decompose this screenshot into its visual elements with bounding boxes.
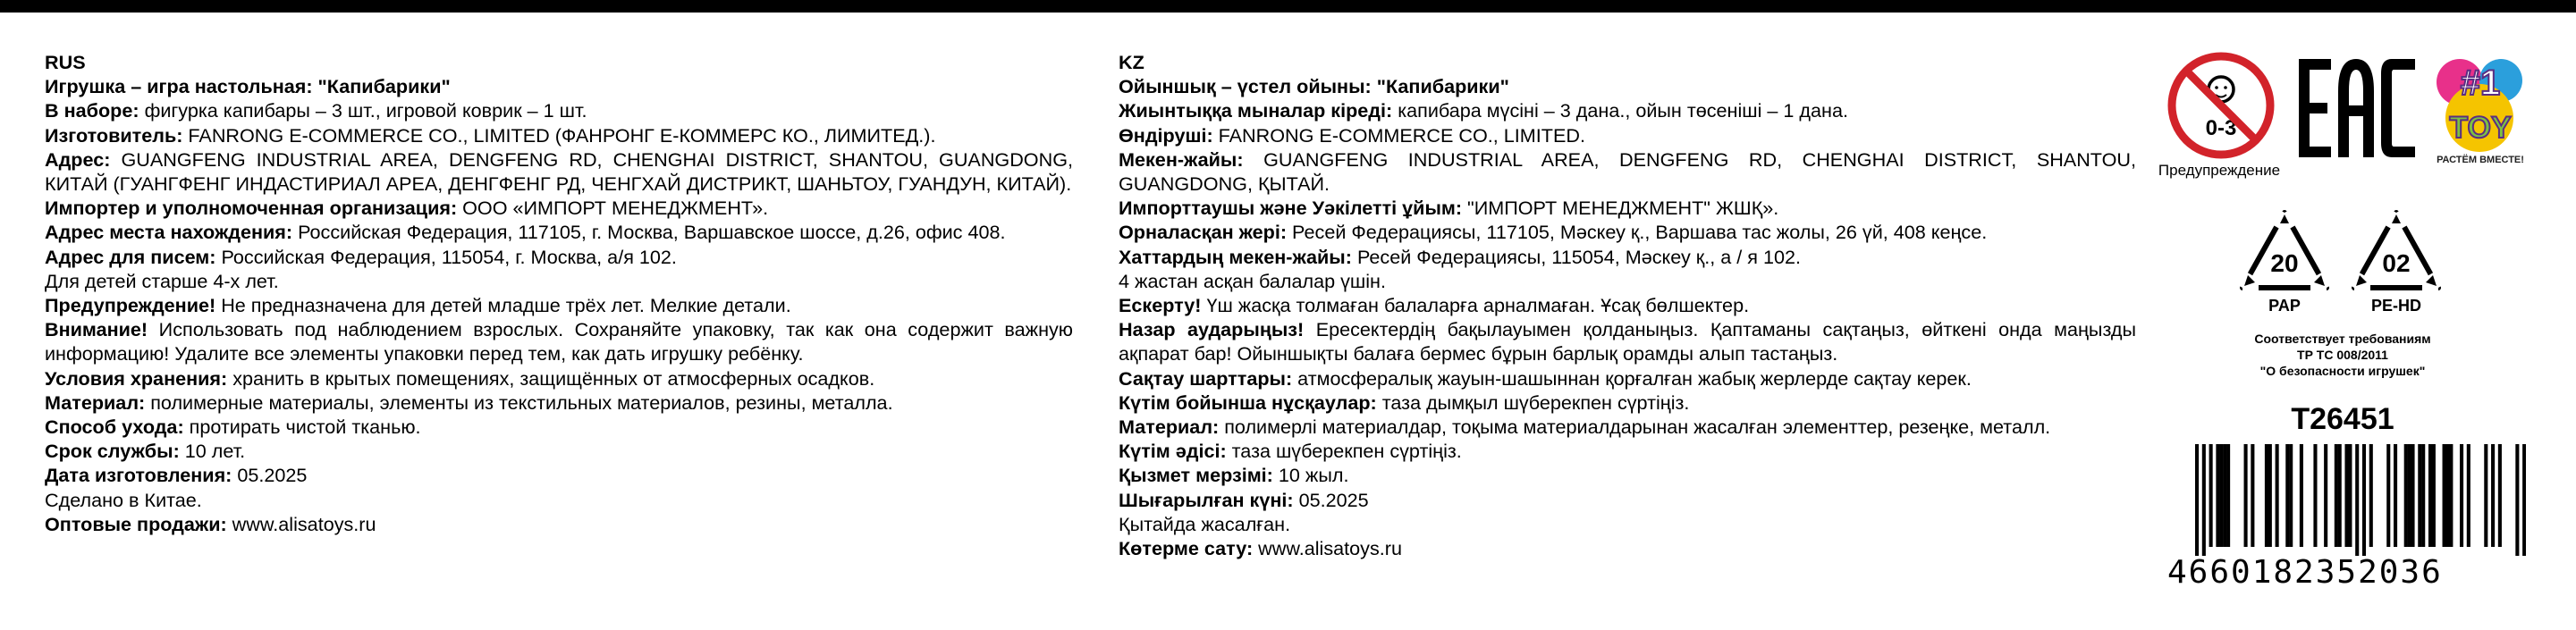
barcode-bar <box>2355 444 2359 556</box>
barcode-bar <box>2467 444 2470 547</box>
origin-ru: Сделано в Китае. <box>45 488 202 511</box>
conformity-line: ТР ТС 008/2011 <box>2297 348 2388 362</box>
svg-text:TOY: TOY <box>2449 111 2512 145</box>
barcode-bar <box>2300 444 2303 547</box>
article-number: T26451 <box>2291 402 2394 436</box>
warning-kz: Ескерту! Үш жасқа толмаған балаларға арналмаған. Ұсақ бөлшектер. <box>1119 294 1750 317</box>
care-kz: Күтім әдісі: таза шүберекпен сүртіңіз. <box>1119 440 1462 463</box>
barcode-bar <box>2348 444 2352 547</box>
importer-ru: Импортер и уполномоченная организация: ООО «ИМПОРТ МЕНЕДЖМЕНТ». <box>45 197 769 220</box>
address-ru: Адрес: GUANGFENG INDUSTRIAL AREA, DENGFENG RD, CHENGHAI DISTRICT, SHANTOU, GUANGDONG, КИТАЙ (ГУАНГФЕНГ ИНДАСТИРИАЛ АРЕА, ДЕНГФЕНГ РД, ЧЕНГХАЙ ДИСТРИКТ, ШАНЬТОУ, ГУАНДУН, КИТАЙ). <box>45 147 1073 196</box>
eac-mark-icon <box>2295 55 2420 161</box>
product-title-ru: Игрушка – игра настольная: "Капибарики" <box>45 75 451 98</box>
barcode-bar <box>2202 444 2206 556</box>
toy-brand-logo <box>2424 55 2537 155</box>
barcode-bar <box>2335 444 2338 547</box>
material-ru: Материал: полимерные материалы, элементы из текстильных материалов, резины, металла. <box>45 391 893 414</box>
care-note-kz: Күтім бойынша нұсқаулар: таза дымқыл шүберекпен сүртіңіз. <box>1119 391 1690 414</box>
mail-address-kz: Хаттардың мекен-жайы: Ресей Федерациясы, 115054, Мәскеу қ., а / я 102. <box>1119 245 1801 268</box>
age-ru: Для детей старше 4-х лет. <box>45 269 279 292</box>
storage-kz: Сақтау шарттары: атмосфералық жауын-шашыннан қорғалған жабық жерлерде сақтау керек. <box>1119 366 1972 390</box>
barcode-bar <box>2418 444 2421 547</box>
barcode-bar <box>2369 444 2373 547</box>
barcode-bar <box>2244 444 2248 547</box>
location-kz: Орналасқан жері: Ресей Федерациясы, 117105, Мәскеу қ., Варшава тас жолы, 26 үй, 408 кеңсе. <box>1119 221 1988 244</box>
barcode-bar <box>2408 444 2411 547</box>
mail-address-ru: Адрес для писем: Российская Федерация, 115054, г. Москва, а/я 102. <box>45 245 677 268</box>
attention-kz: Назар аударыңыз! Ересектердің бақылауымен қолданыңыз. Қаптаманы сақтаңыз, өйткені онда маңызды ақпарат бар! Ойыншықты балаға бермес бұрын барлық орамды алып тастаңыз. <box>1119 318 2136 365</box>
barcode-bar <box>2522 444 2526 556</box>
top-black-bar <box>0 0 2576 13</box>
care-ru: Способ ухода: протирать чистой тканью. <box>45 416 421 439</box>
conformity-line: "О безопасности игрушек" <box>2259 364 2426 378</box>
conformity-statement <box>2164 331 2521 379</box>
manufacture-date-kz: Шығарылған күні: 05.2025 <box>1119 488 1369 511</box>
barcode-bar <box>2313 444 2317 547</box>
barcode-bar <box>2195 444 2199 556</box>
material-kz: Материал: полимерлі материалдар, тоқыма материалдарынан жасалған элементтер, резеңке, металл. <box>1119 416 2051 439</box>
barcode-bar <box>2338 444 2342 547</box>
barcode-bar <box>2443 444 2446 547</box>
barcode-bar <box>2289 444 2293 547</box>
address-kz: Мекен-жайы: GUANGFENG INDUSTRIAL AREA, DENGFENG RD, CHENGHAI DISTRICT, SHANTOU, GUANGDONG, ҚЫТАЙ. <box>1119 147 2136 196</box>
storage-ru: Условия хранения: хранить в крытых помещениях, защищённых от атмосферных осадков. <box>45 366 875 390</box>
barcode-bar <box>2484 444 2487 547</box>
recycle-pe-hd-icon <box>2347 206 2445 304</box>
barcode-bar <box>2216 444 2219 547</box>
barcode <box>2195 444 2526 556</box>
kit-kz: Жиынтыққа мыналар кіреді: капибара мүсіні – 3 дана., ойын төсеніші – 1 дана. <box>1119 99 1848 122</box>
wholesale-ru: Оптовые продажи: www.alisatoys.ru <box>45 512 376 535</box>
manufacturer-ru: Изготовитель: FANRONG E-COMMERCE CO., LIMITED (ФАНРОНГ Е-КОММЕРС КО., ЛИМИТЕД.). <box>45 123 936 147</box>
barcode-bar <box>2344 444 2348 547</box>
barcode-bar <box>2449 444 2453 547</box>
wholesale-kz: Көтерме сату: www.alisatoys.ru <box>1119 537 1402 560</box>
barcode-bar <box>2362 444 2366 556</box>
barcode-bar <box>2421 444 2425 547</box>
barcode-bar <box>2394 444 2397 547</box>
product-title-kz: Ойыншық – үстел ойыны: "Капибарики" <box>1119 75 1509 98</box>
recycle-pap-icon <box>2235 206 2334 304</box>
barcode-bar <box>2276 444 2279 547</box>
importer-kz: Импорттаушы және Уәкілетті ұйым: "ИМПОРТ МЕНЕДЖМЕНТ" ЖШҚ». <box>1119 197 1779 220</box>
barcode-bar <box>2219 444 2223 547</box>
barcode-bar <box>2265 444 2268 547</box>
service-life-ru: Срок службы: 10 лет. <box>45 440 246 463</box>
recycle-pap-number: 20 <box>2270 249 2299 277</box>
barcode-bar <box>2404 444 2408 547</box>
barcode-bar <box>2498 444 2502 547</box>
barcode-bar <box>2491 444 2495 547</box>
location-ru: Адрес места нахождения: Российская Федерация, 117105, г. Москва, Варшавское шоссе, д.26, офис 408. <box>45 221 1006 244</box>
barcode-bar <box>2445 444 2449 547</box>
barcode-bar <box>2428 444 2432 547</box>
barcode-bar <box>2411 444 2414 547</box>
barcode-bar <box>2432 444 2436 547</box>
service-life-kz: Қызмет мерзімі: 10 жыл. <box>1119 464 1349 487</box>
language-heading-ru: RUS <box>45 51 86 73</box>
russian-text-column <box>45 50 1073 536</box>
barcode-bar <box>2324 444 2327 547</box>
kit-ru: В наборе: фигурка капибары – 3 шт., игровой коврик – 1 шт. <box>45 99 587 122</box>
barcode-bar <box>2268 444 2272 547</box>
kazakh-text-column <box>1119 50 2136 560</box>
recycle-pe-hd-label: PE-HD <box>2370 297 2421 315</box>
barcode-number: 4660182352036 <box>2167 554 2443 591</box>
manufacture-date-ru: Дата изготовления: 05.2025 <box>45 464 308 487</box>
language-heading-kz: KZ <box>1119 51 1144 73</box>
svg-text:#1: #1 <box>2460 63 2501 103</box>
attention-ru: Внимание! Использовать под наблюдением взрослых. Сохраняйте упаковку, так как она содержит важную информацию! Удалите все элементы упаковки перед тем, как дать игрушку ребёнку. <box>45 318 1073 365</box>
toy-slogan: РАСТЁМ ВМЕСТЕ! <box>2437 155 2524 165</box>
conformity-line: Соответствует требованиям <box>2254 332 2431 346</box>
barcode-bar <box>2285 444 2289 547</box>
age-warning-icon <box>2167 52 2275 159</box>
barcode-bar <box>2251 444 2254 547</box>
barcode-bar <box>2460 444 2463 547</box>
barcode-bar <box>2515 444 2519 556</box>
barcode-bar <box>2386 444 2390 547</box>
recycle-pap-label: PAP <box>2268 297 2301 315</box>
age-kz: 4 жастан асқан балалар үшін. <box>1119 269 1386 292</box>
barcode-bar <box>2223 444 2226 547</box>
barcode-bar <box>2226 444 2230 547</box>
manufacturer-kz: Өндіруші: FANRONG E-COMMERCE CO., LIMITED. <box>1119 123 1585 147</box>
age-warning-caption: Предупреждение <box>2158 162 2281 179</box>
age-warning-text: 0-3 <box>2205 116 2237 140</box>
recycle-hd-number: 02 <box>2382 249 2411 277</box>
origin-kz: Қытайда жасалған. <box>1119 512 1291 535</box>
warning-ru: Предупреждение! Не предназначена для детей младше трёх лет. Мелкие детали. <box>45 294 791 317</box>
barcode-bar <box>2209 444 2213 547</box>
